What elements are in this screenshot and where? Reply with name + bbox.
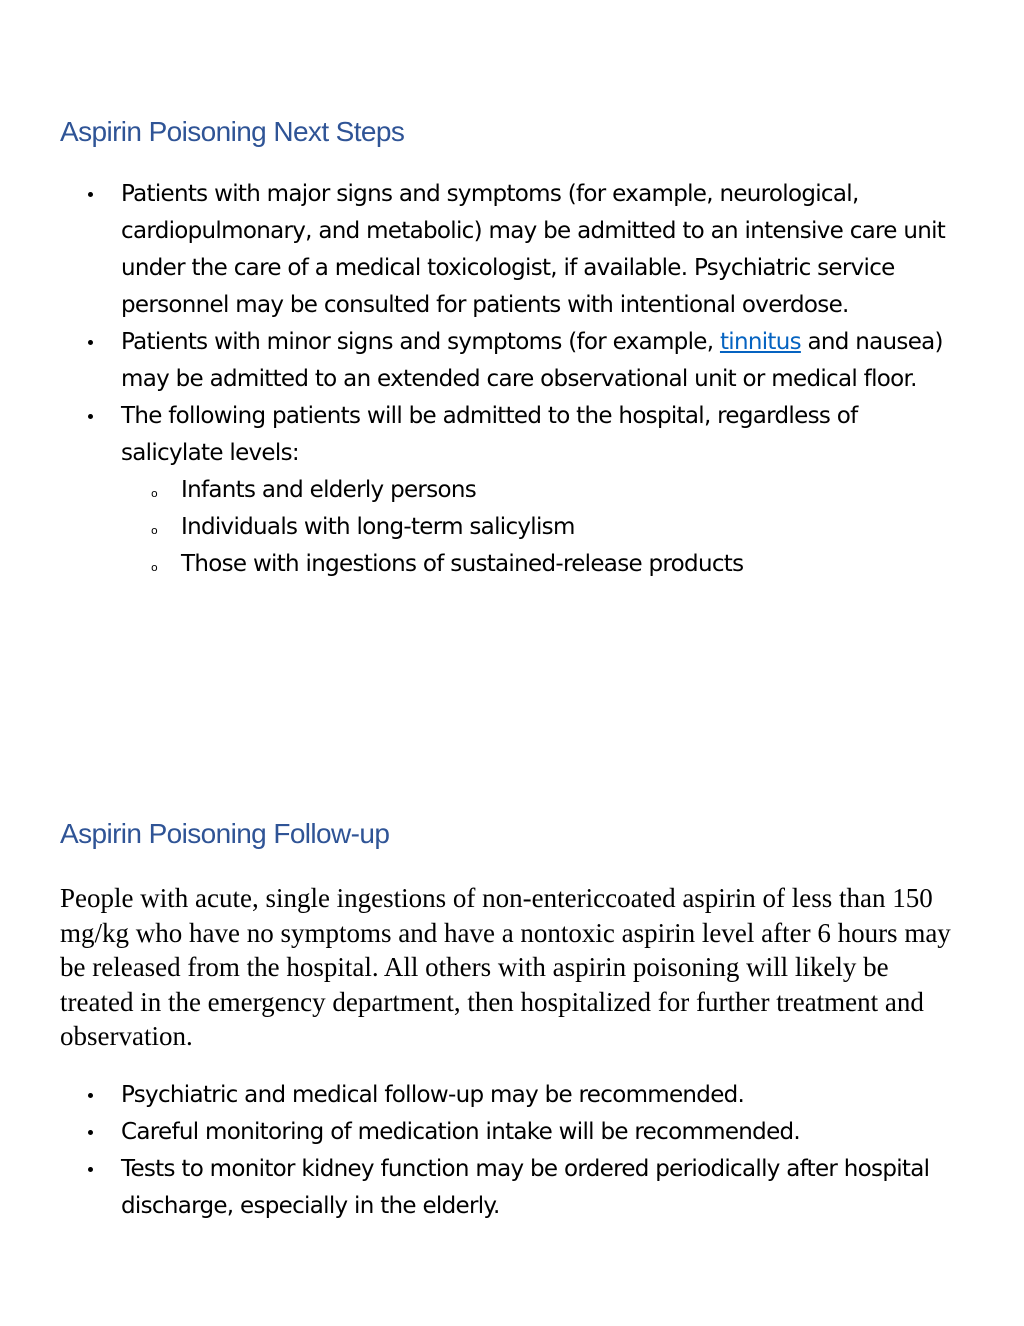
next-steps-list [0,176,1024,583]
circle-bullet-icon: o [151,524,158,537]
bullet-icon [88,192,93,197]
list-item [0,176,1024,324]
list-item-text: The following patients will be admitted to the hospital, regardless of salicylate levels: [121,403,858,466]
list-item-text: Tests to monitor kidney function may be ordered periodically after hospital discharge, especially in the elderly. [121,1156,930,1219]
bullet-icon [88,340,93,345]
bullet-icon [88,1093,93,1098]
section-heading-next-steps: Aspirin Poisoning Next Steps [60,116,405,147]
list-item-text: Psychiatric and medical follow-up may be recommended. [121,1082,745,1108]
circle-bullet-icon: o [151,487,158,500]
follow-up-paragraph: People with acute, single ingestions of non-entericcoated aspirin of less than 150 mg/kg who have no symptoms and have a nontoxic aspirin level after 6 hours may be released from the hospital. All others with aspirin poisoning will likely be treated in the emergency department, then hospitalized for further treatment and observation. [60,883,951,1051]
bullet-icon [88,1130,93,1135]
bullet-icon [88,1167,93,1172]
section-heading-follow-up: Aspirin Poisoning Follow-up [60,818,390,849]
list-item [0,1114,1024,1151]
sub-list-item [121,509,964,546]
bullet-icon [88,414,93,419]
sub-list-item-text: Individuals with long-term salicylism [181,514,575,540]
list-item-text: Careful monitoring of medication intake will be recommended. [121,1119,801,1145]
list-item-text-after: and nausea) may be admitted to an extended care observational unit or medical floor. [121,329,943,392]
list-item [0,1151,1024,1225]
sub-list-item-text: Those with ingestions of sustained-release products [181,551,744,577]
list-item-text: Patients with major signs and symptoms (for example, neurological, cardiopulmonary, and metabolic) may be admitted to an intensive care unit under the care of a medical toxicologist, if available. Psychiatric service personnel may be consulted for patients with intentional overdose. [121,181,946,318]
sub-list [121,472,964,583]
sub-list-item [121,472,964,509]
sub-list-item [121,546,964,583]
circle-bullet-icon: o [151,561,158,574]
list-item [0,324,1024,398]
follow-up-list [0,1077,1024,1225]
tinnitus-link[interactable]: tinnitus [719,329,801,355]
list-item-text-before: Patients with minor signs and symptoms (for example, [121,329,720,355]
sub-list-item-text: Infants and elderly persons [181,477,477,503]
list-item [0,398,1024,583]
list-item [0,1077,1024,1114]
